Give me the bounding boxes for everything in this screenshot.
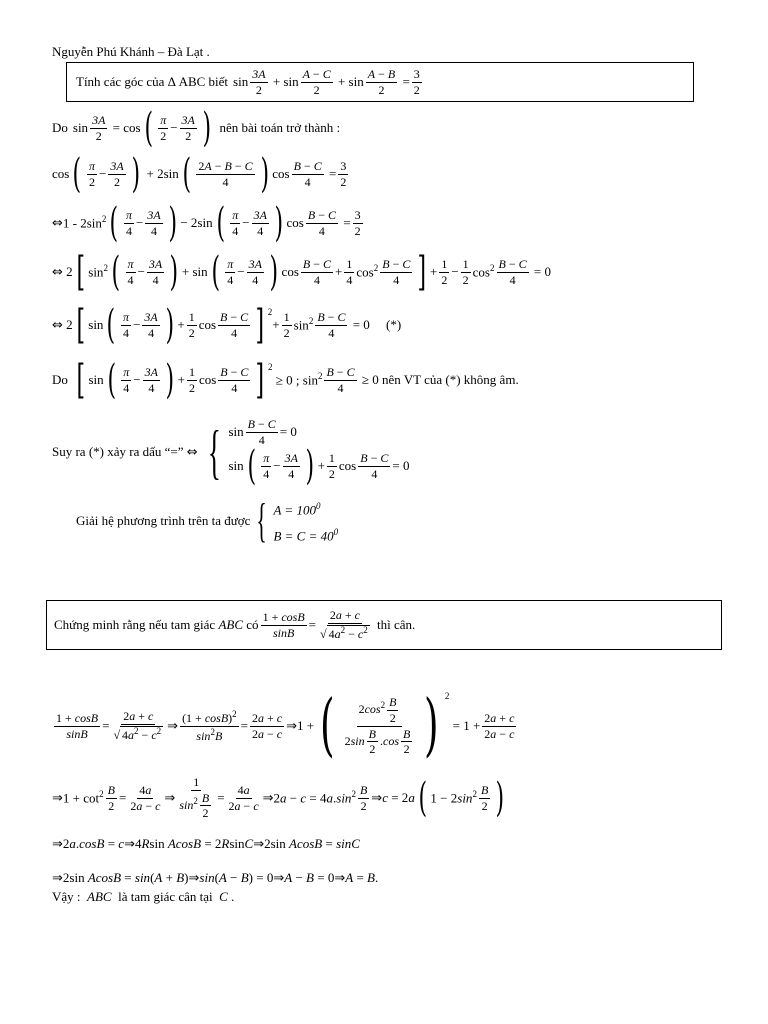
problem-2-prefix: Chứng minh rằng nếu tam giác (54, 617, 216, 632)
conclusion-text: là tam giác cân tại (118, 889, 213, 904)
solution-1-line-3: ⇔ $1 - 2\sin^2$ ( $\frac{\pi}{4}$ − $\frac{3A}{4}$ ) − 2sin ( $\frac{\pi}{4}$ − $\frac{3A}{4}$ ) cos $\frac{B - C}{4}$ = $\frac{3}{2}$ (52, 200, 361, 246)
angle-a-value: A = 100 (273, 502, 316, 517)
non-negative-label: nên VT của (*) không âm. (381, 372, 519, 387)
solution-1-line-2: cos ( $\frac{\pi}{2}$ − $\frac{3A}{2}$ ) + 2sin ( $\frac{2A - B - C}{4}$ ) cos $\frac{B - C}{4}$ = $\frac{3}{2}$ (52, 151, 347, 197)
conclusion-vertex: C (219, 889, 228, 904)
solution-2-line-1: $\frac{1 + \cos B}{\sin B}$ = 2a + c √ $4a^2 - c^2$ ⇒ $\frac{(1 + \cos B)^2}{\sin^2B}$ = $\frac{2a + c}{2a - c}$ ⇒ 1 + ( $2\cos^2$ $\frac{B}{2}$ 2sin $\frac{B}{2}$ .cos $\frac{B}{2}$ ) $^2$ = 1 + $\frac{2a + c}{2a - c}$ (56, 686, 515, 765)
star-label: (*) (386, 317, 402, 332)
problem-1-statement: Tính các góc của Δ ABC biết sin $\frac{3A}{2}$ + sin $\frac{A - C}{2}$ + sin $\frac{A - B}{2}$ = $\frac{3}{2}$ (76, 66, 420, 97)
solution-2-line-3: ⇒ 2a.cosB = c ⇒ 4Rsin AcosB = 2RsinC ⇒ 2sin AcosB = sinC (52, 836, 360, 852)
conclusion-triangle: ABC (87, 889, 112, 904)
conclusion-end: . (231, 889, 235, 904)
solution-1-line-4: ⇔ 2 [ $\sin^2$ ( $\frac{\pi}{4}$ − $\frac{3A}{4}$ ) + sin ( $\frac{\pi}{4}$ − $\frac{3A}{4}$ ) cos $\frac{B - C}{4}$ + $\frac{1}{4}$ $\cos^2$ $\frac{B - C}{4}$ ] + $\frac{1}{2}$ − $\frac{1}{2}$ $\cos^2$ $\frac{B - C}{4}$ = 0 (52, 249, 551, 295)
do-label: Do (52, 120, 68, 135)
co-label: có (246, 617, 259, 632)
solution-1-line-6: Do [ sin ( $\frac{\pi}{4}$ − $\frac{3A}{4}$ ) + $\frac{1}{2}$ cos $\frac{B - C}{4}$ ] $^2$ ≥ 0 ; $\sin^2$ $\frac{B - C}{4}$ ≥ 0 nên VT của (*) không âm. (52, 357, 519, 403)
solve-system-label: Giải hệ phương trình trên ta được (76, 513, 251, 528)
solution-2-conclusion (52, 889, 234, 905)
solution-1-result: Giải hệ phương trình trên ta được { $A = 100^0$ $B = C = 40^0$ (76, 494, 339, 547)
problem-becomes-label: nên bài toán trở thành : (219, 120, 341, 135)
author-line: Nguyễn Phú Khánh – Đà Lạt . (52, 44, 210, 59)
conclusion-prefix: Vậy : (52, 889, 81, 904)
problem-1-prefix: Tính các góc của Δ ABC biết (76, 74, 229, 89)
problem-2-statement: Chứng minh rằng nếu tam giác ABC có $\frac{1 + \cos B}{\sin B}$ = 2a + c √ $4a^2 - c^2$ thì cân. (54, 608, 416, 641)
angle-bc-value: B = C = 40 (273, 528, 334, 544)
solution-2-line-4: ⇒ 2sin AcosB = sin(A + B) ⇒ sin(A − B) = 0 ⇒ A − B = 0 ⇒ A = B. (52, 870, 379, 886)
solution-1-line-7: Suy ra (*) xảy ra dấu “=” ⇔ { sin $\frac{B - C}{4}$ = 0 sin ( $\frac{\pi}{4}$ − $\frac{3A}{4}$ ) + $\frac{1}{2}$ cos $\frac{B - C}{4}$ = 0 (52, 416, 410, 490)
solution-1-line-5: ⇔ 2 [ sin ( $\frac{\pi}{4}$ − $\frac{3A}{4}$ ) + $\frac{1}{2}$ cos $\frac{B - C}{4}$ ] $^2$ + $\frac{1}{2}$ $\sin^2$ $\frac{B - C}{4}$ = 0 (*) (52, 302, 402, 348)
triangle-abc: ABC (218, 617, 244, 632)
solution-2-line-2: ⇒ $1 + \cot^2$ $\frac{B}{2}$ = $\frac{4a}{2a - c}$ ⇒ 1 $\sin^2$ $\frac{B}{2}$ = $\frac{4a}{2a - c}$ ⇒ $2a - c = 4a.\sin^2$ $\frac{B}{2}$ ⇒ c = 2a ( $1 - 2\sin^2$ $\frac{B}{2}$ ) (52, 775, 505, 821)
solution-1-line-1: Do sin $\frac{3A}{2}$ = cos ( $\frac{\pi}{2}$ − $\frac{3A}{2}$ ) nên bài toán trở thành : (52, 105, 341, 151)
equality-label: Suy ra (*) xảy ra dấu “=” (52, 444, 184, 459)
do-label-2: Do (52, 372, 68, 387)
problem-2-suffix: thì cân. (376, 617, 416, 632)
